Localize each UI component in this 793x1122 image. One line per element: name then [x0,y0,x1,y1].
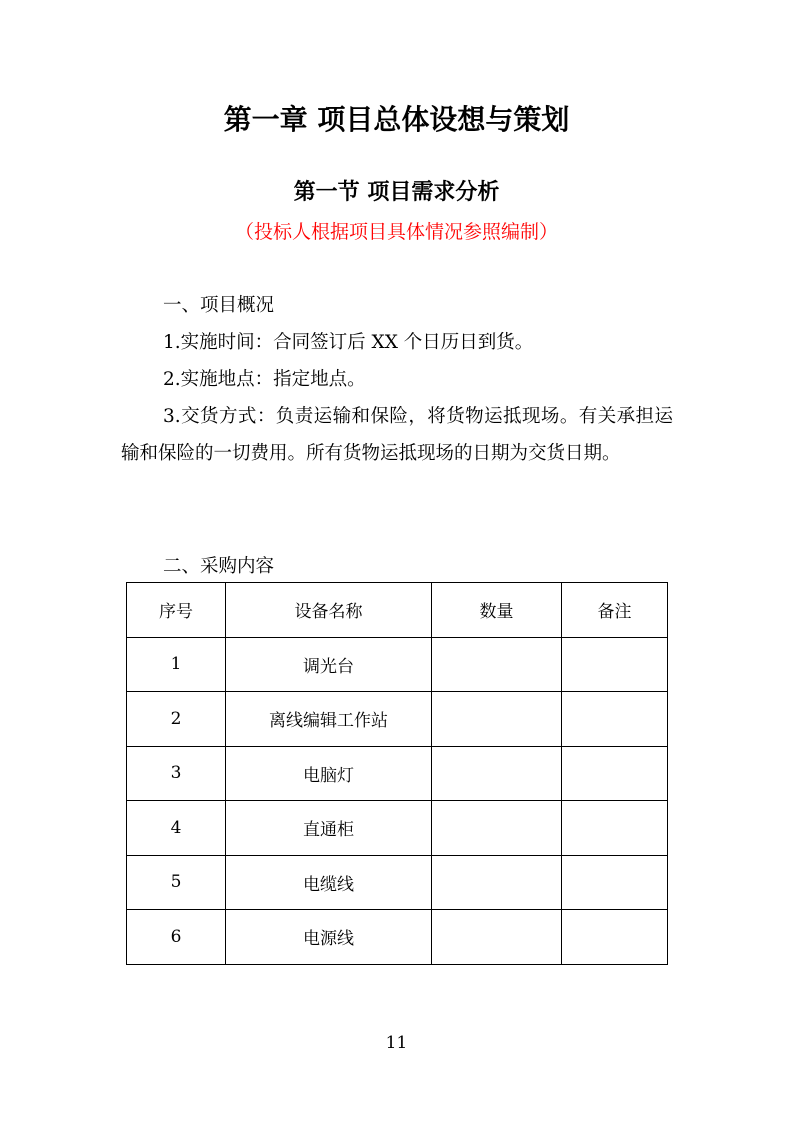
header-index: 序号 [127,583,226,638]
cell-index: 3 [127,746,226,801]
cell-index: 5 [127,855,226,910]
cell-index: 4 [127,801,226,856]
paragraph-implementation-time: 1.实施时间：合同签订后 XX 个日历日到货。 [163,332,534,353]
header-equipment-name: 设备名称 [226,583,432,638]
cell-quantity [432,910,562,965]
cell-quantity [432,692,562,747]
cell-remarks [562,801,668,856]
table-row [127,637,668,692]
cell-quantity [432,855,562,910]
paragraph-delivery-method: 3.交货方式：负责运输和保险，将货物运抵现场。有关承担运输和保险的一切费用。所有货物运抵现场的日期为交货日期。 [121,406,673,464]
cell-remarks [562,692,668,747]
cell-quantity [432,746,562,801]
cell-equipment-name: 电缆线 [226,855,432,910]
page-number: 11 [385,1033,408,1053]
chapter-title: 第一章 项目总体设想与策划 [223,103,570,136]
cell-equipment-name: 电脑灯 [226,746,432,801]
editing-note: （投标人根据项目具体情况参照编制） [234,221,558,243]
cell-remarks [562,910,668,965]
cell-remarks [562,637,668,692]
header-remarks: 备注 [562,583,668,638]
cell-quantity [432,637,562,692]
cell-equipment-name: 离线编辑工作站 [226,692,432,747]
cell-equipment-name: 调光台 [226,637,432,692]
header-quantity: 数量 [432,583,562,638]
cell-index: 1 [127,637,226,692]
table-row [127,801,668,856]
cell-equipment-name: 电源线 [226,910,432,965]
table-row [127,910,668,965]
cell-index: 2 [127,692,226,747]
section-title: 第一节 项目需求分析 [293,180,500,205]
table-row [127,855,668,910]
table-row [127,746,668,801]
cell-remarks [562,746,668,801]
procurement-table [126,582,668,965]
paragraph-implementation-location: 2.实施地点：指定地点。 [163,369,366,390]
table-header-row [127,583,668,638]
heading-procurement-content: 二、采购内容 [163,556,275,577]
cell-index: 6 [127,910,226,965]
cell-quantity [432,801,562,856]
cell-equipment-name: 直通柜 [226,801,432,856]
cell-remarks [562,855,668,910]
heading-project-overview: 一、项目概况 [163,295,275,316]
table-row [127,692,668,747]
